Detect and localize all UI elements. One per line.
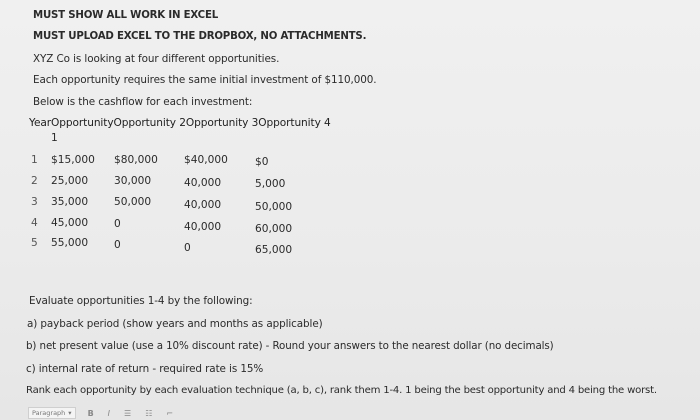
- bullet-list-icon[interactable]: ☰: [124, 408, 132, 418]
- op4-cell: 60,000: [255, 223, 293, 235]
- table-header-sub: 1: [51, 132, 58, 144]
- year-cell: 2: [31, 175, 38, 187]
- investment-text: Each opportunity requires the same initial investment of $110,000.: [33, 74, 377, 86]
- op2-cell: 0: [114, 218, 121, 230]
- table-header: YearOpportunityOpportunity 2Opportunity 3Opportunity 4: [29, 117, 331, 129]
- op1-cell: 25,000: [51, 175, 89, 187]
- paragraph-style-select[interactable]: [28, 407, 76, 419]
- op1-cell: 55,000: [51, 237, 89, 249]
- op3-cell: 0: [184, 242, 191, 254]
- op4-cell: 65,000: [255, 244, 293, 256]
- op4-cell: 5,000: [255, 178, 286, 190]
- op1-cell: $15,000: [51, 154, 95, 166]
- criterion-payback: a) payback period (show years and months as applicable): [27, 318, 323, 330]
- op4-cell: $0: [255, 156, 269, 168]
- intro-text: XYZ Co is looking at four different opportunities.: [33, 53, 280, 65]
- criterion-npv: b) net present value (use a 10% discount rate) - Round your answers to the nearest dollar (no decimals): [26, 340, 554, 352]
- op1-cell: 45,000: [51, 217, 89, 229]
- year-cell: 4: [31, 217, 38, 229]
- cashflow-label: Below is the cashflow for each investment:: [33, 96, 253, 108]
- editor-toolbar: [28, 406, 175, 420]
- evaluate-intro: Evaluate opportunities 1-4 by the following:: [29, 295, 253, 307]
- ranking-instruction: Rank each opportunity by each evaluation technique (a, b, c), rank them 1-4. 1 being the best opportunity and 4 being the worst.: [26, 385, 657, 396]
- year-cell: 5: [31, 237, 38, 249]
- more-icon[interactable]: ⌐: [166, 408, 174, 418]
- op3-cell: $40,000: [184, 154, 228, 166]
- op3-cell: 40,000: [184, 199, 222, 211]
- op2-cell: $80,000: [114, 154, 158, 166]
- op3-cell: 40,000: [184, 221, 222, 233]
- criterion-irr: c) internal rate of return - required rate is 15%: [26, 363, 264, 375]
- op4-cell: 50,000: [255, 201, 293, 213]
- op2-cell: 50,000: [114, 196, 152, 208]
- paragraph-style-label: Paragraph: [32, 409, 66, 417]
- numbered-list-icon[interactable]: ☷: [145, 408, 153, 418]
- op3-cell: 40,000: [184, 177, 222, 189]
- instruction-upload: MUST UPLOAD EXCEL TO THE DROPBOX, NO ATTACHMENTS.: [33, 31, 367, 42]
- bold-button[interactable]: B: [87, 408, 94, 418]
- year-cell: 1: [31, 154, 38, 166]
- chevron-down-icon: ▾: [68, 409, 72, 417]
- op1-cell: 35,000: [51, 196, 89, 208]
- year-cell: 3: [31, 196, 38, 208]
- instruction-excel: MUST SHOW ALL WORK IN EXCEL: [33, 10, 218, 21]
- op2-cell: 30,000: [114, 175, 152, 187]
- italic-button[interactable]: I: [107, 408, 111, 418]
- op2-cell: 0: [114, 239, 121, 251]
